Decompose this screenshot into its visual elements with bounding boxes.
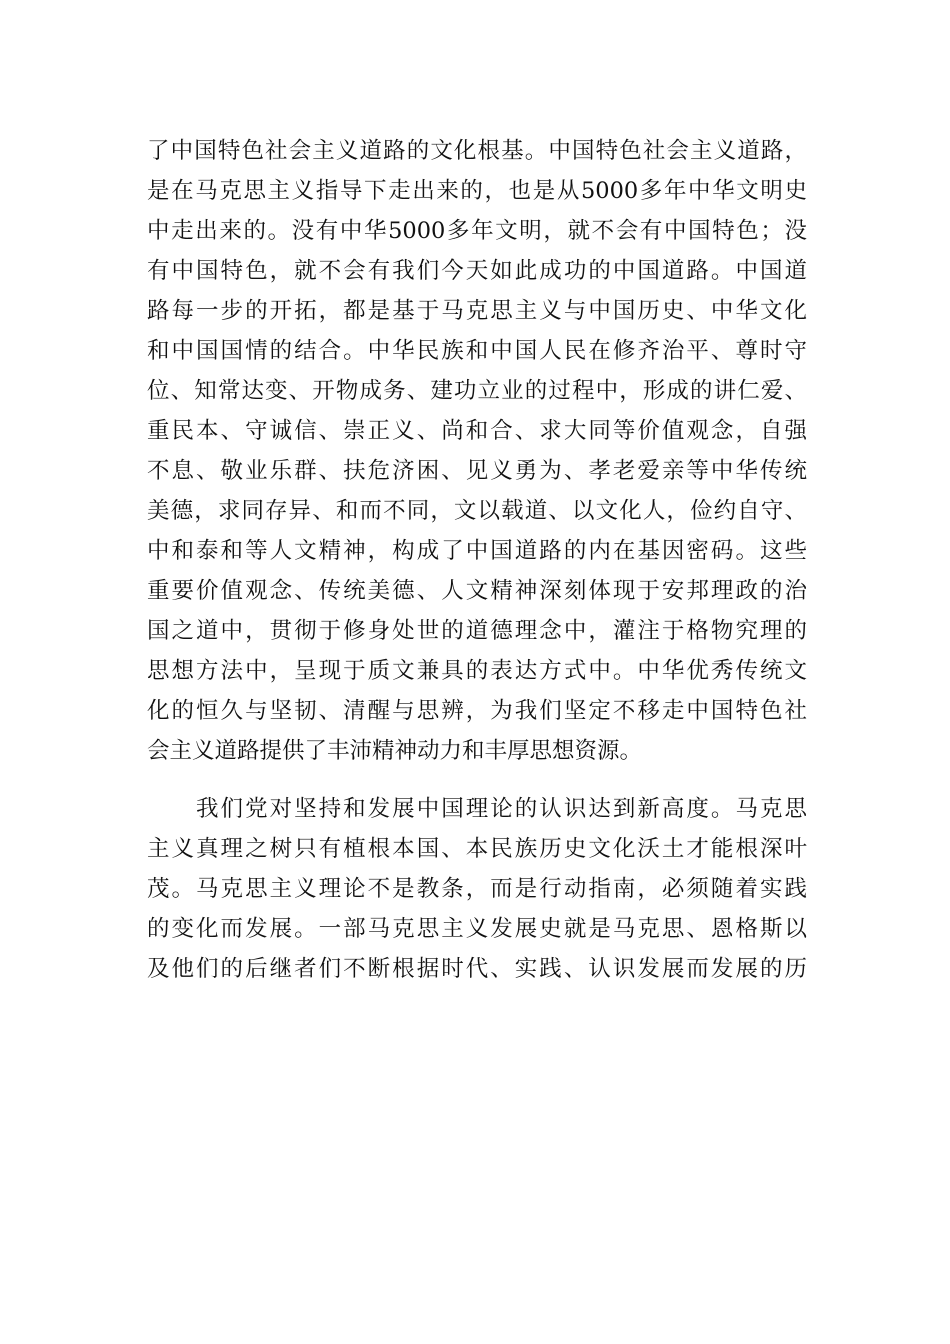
paragraph-line: 有中国特色，就不会有我们今天如此成功的中国道路。中国道 xyxy=(147,258,807,284)
paragraph-line: 的变化而发展。一部马克思主义发展史就是马克思、恩格斯以 xyxy=(147,916,807,942)
paragraph-line: 化的恒久与坚韧、清醒与思辨，为我们坚定不移走中国特色社 xyxy=(147,698,807,724)
paragraph-line: 是在马克思主义指导下走出来的，也是从5000多年中华文明史 xyxy=(147,178,807,204)
document-body xyxy=(147,131,807,989)
paragraph-line: 及他们的后继者们不断根据时代、实践、认识发展而发展的历 xyxy=(147,956,807,982)
paragraph-1 xyxy=(147,131,807,771)
paragraph-line: 主义真理之树只有植根本国、本民族历史文化沃土才能根深叶 xyxy=(147,836,807,862)
paragraph-line: 路每一步的开拓，都是基于马克思主义与中国历史、中华文化 xyxy=(147,298,807,324)
paragraph-line: 位、知常达变、开物成务、建功立业的过程中，形成的讲仁爱、 xyxy=(147,378,807,404)
paragraph-line: 中走出来的。没有中华5000多年文明，就不会有中国特色；没 xyxy=(147,218,807,244)
paragraph-line: 思想方法中，呈现于质文兼具的表达方式中。中华优秀传统文 xyxy=(147,658,807,684)
paragraph-line: 会主义道路提供了丰沛精神动力和丰厚思想资源。 xyxy=(147,738,643,764)
paragraph-line: 美德，求同存异、和而不同，文以载道、以文化人，俭约自守、 xyxy=(147,498,807,524)
paragraph-2 xyxy=(147,789,807,989)
paragraph-line: 中和泰和等人文精神，构成了中国道路的内在基因密码。这些 xyxy=(147,538,807,564)
paragraph-line: 重民本、守诚信、崇正义、尚和合、求大同等价值观念，自强 xyxy=(147,418,807,444)
paragraph-line: 重要价值观念、传统美德、人文精神深刻体现于安邦理政的治 xyxy=(147,578,807,604)
paragraph-line: 不息、敬业乐群、扶危济困、见义勇为、孝老爱亲等中华传统 xyxy=(147,458,807,484)
paragraph-line: 国之道中，贯彻于修身处世的道德理念中，灌注于格物究理的 xyxy=(147,618,807,644)
paragraph-line: 了中国特色社会主义道路的文化根基。中国特色社会主义道路， xyxy=(147,138,807,164)
paragraph-spacer xyxy=(147,771,807,789)
paragraph-line: 茂。马克思主义理论不是教条，而是行动指南，必须随着实践 xyxy=(147,876,807,902)
paragraph-line: 和中国国情的结合。中华民族和中国人民在修齐治平、尊时守 xyxy=(147,338,807,364)
paragraph-line: 我们党对坚持和发展中国理论的认识达到新高度。马克思 xyxy=(147,796,807,822)
